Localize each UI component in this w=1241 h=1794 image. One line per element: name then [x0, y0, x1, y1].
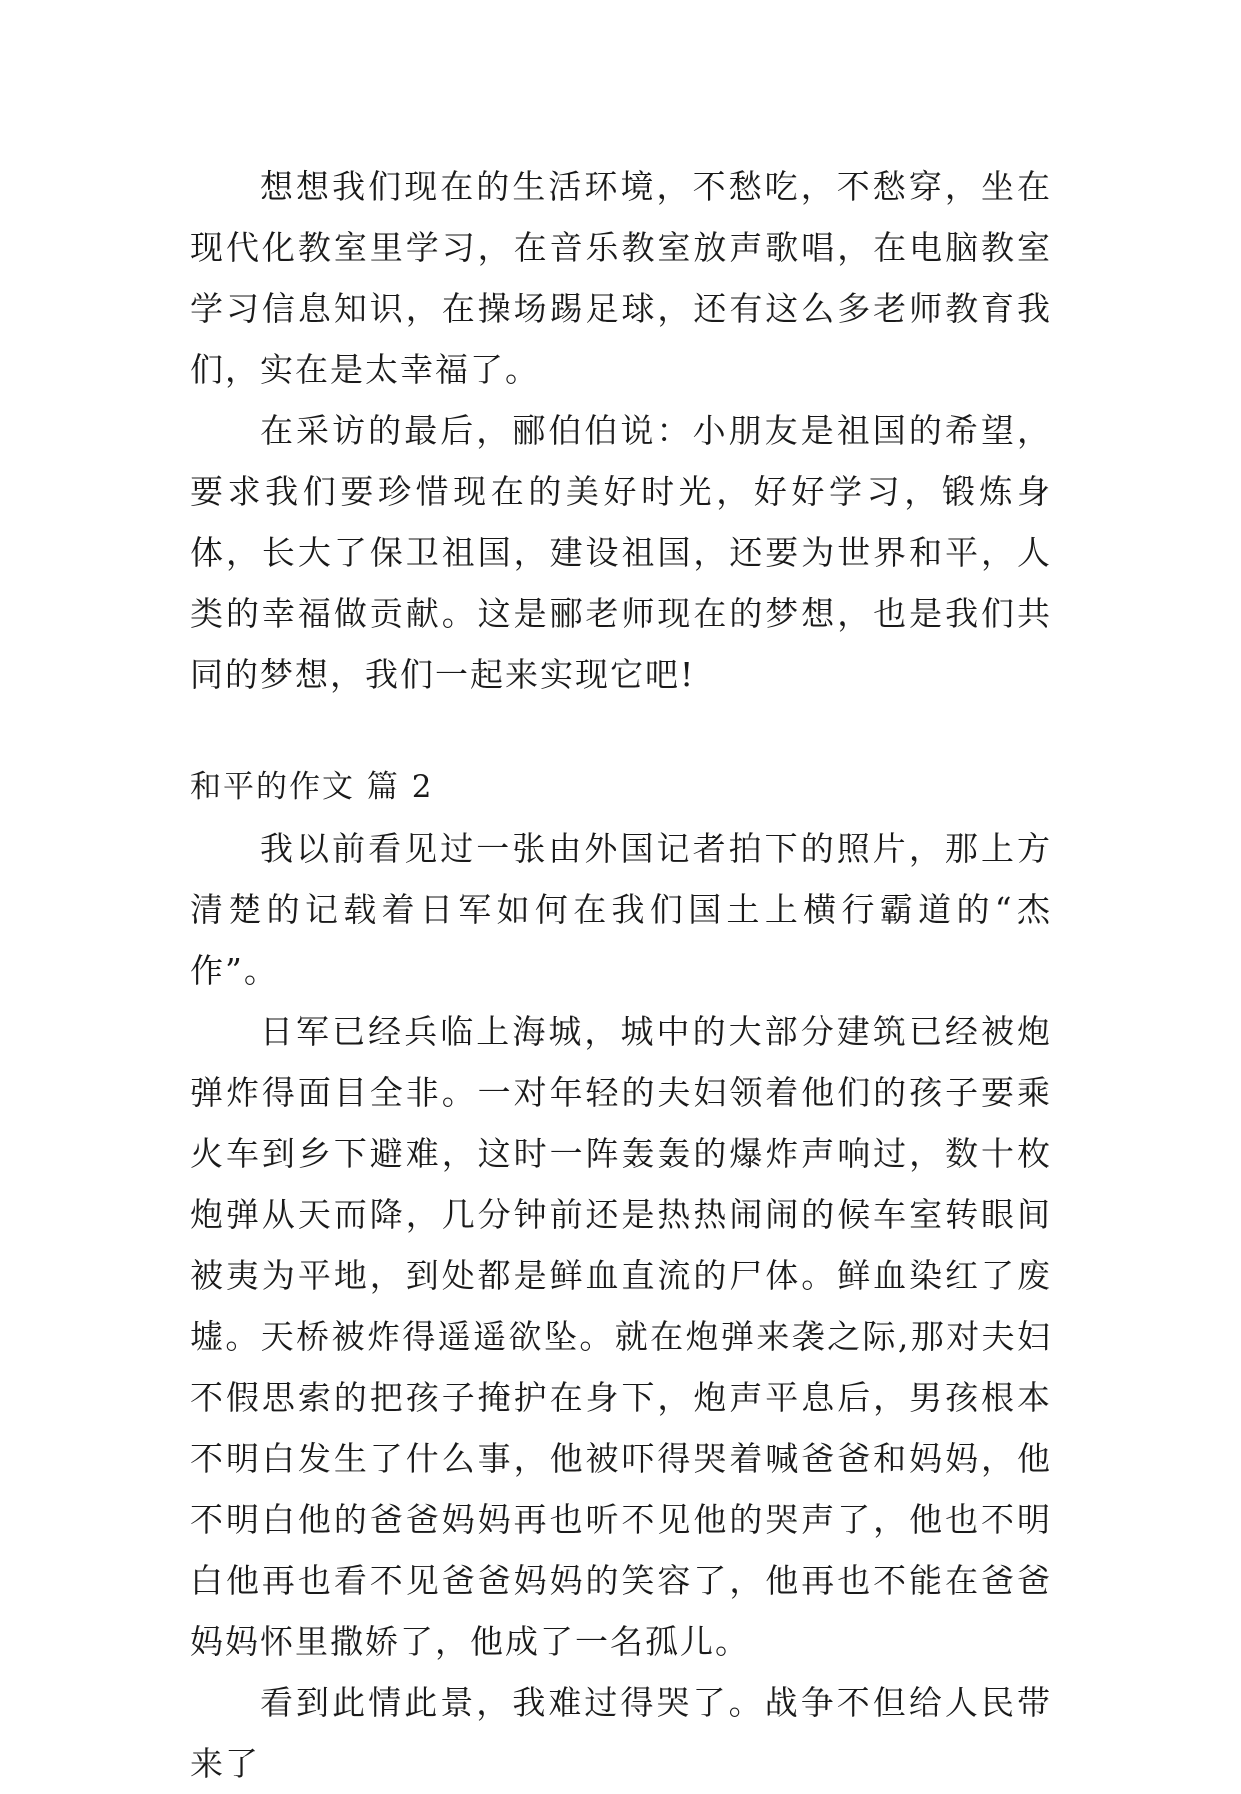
document-body: [190, 156, 1052, 1794]
paragraph-sad: 看到此情此景，我难过得哭了。战争不但给人民带来了: [190, 1683, 1052, 1783]
paragraph-photo: 我以前看见过一张由外国记者拍下的照片，那上方清楚的记载着日军如何在我们国土上横行霸道的“杰作”。: [190, 829, 1052, 990]
paragraph-happy-life: 想想我们现在的生活环境，不愁吃，不愁穿，坐在现代化教室里学习，在音乐教室放声歌唱，在电脑教室学习信息知识，在操场踢足球，还有这么多老师教育我们，实在是太幸福了。: [190, 167, 1052, 389]
section-title: 和平的作文 篇 2: [190, 769, 434, 805]
paragraph-shanghai: 日军已经兵临上海城，城中的大部分建筑已经被炮弹炸得面目全非。一对年轻的夫妇领着他们的孩子要乘火车到乡下避难，这时一阵轰轰的爆炸声响过，数十枚炮弹从天而降，几分钟前还是热热闹闹的候车室转眼间被夷为平地，到处都是鲜血直流的尸体。鲜血染红了废墟。天桥被炸得遥遥欲坠。就在炮弹来袭之际,那对夫妇不假思索的把孩子掩护在身下，炮声平息后，男孩根本不明白发生了什么事，他被吓得哭着喊爸爸和妈妈，他不明白他的爸爸妈妈再也听不见他的哭声了，他也不明白他再也看不见爸爸妈妈的笑容了，他再也不能在爸爸妈妈怀里撒娇了，他成了一名孤儿。: [190, 1012, 1052, 1661]
paragraph-interview-end: 在采访的最后，郦伯伯说：小朋友是祖国的希望，要求我们要珍惜现在的美好时光，好好学习，锻炼身体，长大了保卫祖国，建设祖国，还要为世界和平，人类的幸福做贡献。这是郦老师现在的梦想，也是我们共同的梦想，我们一起来实现它吧!: [190, 411, 1052, 694]
